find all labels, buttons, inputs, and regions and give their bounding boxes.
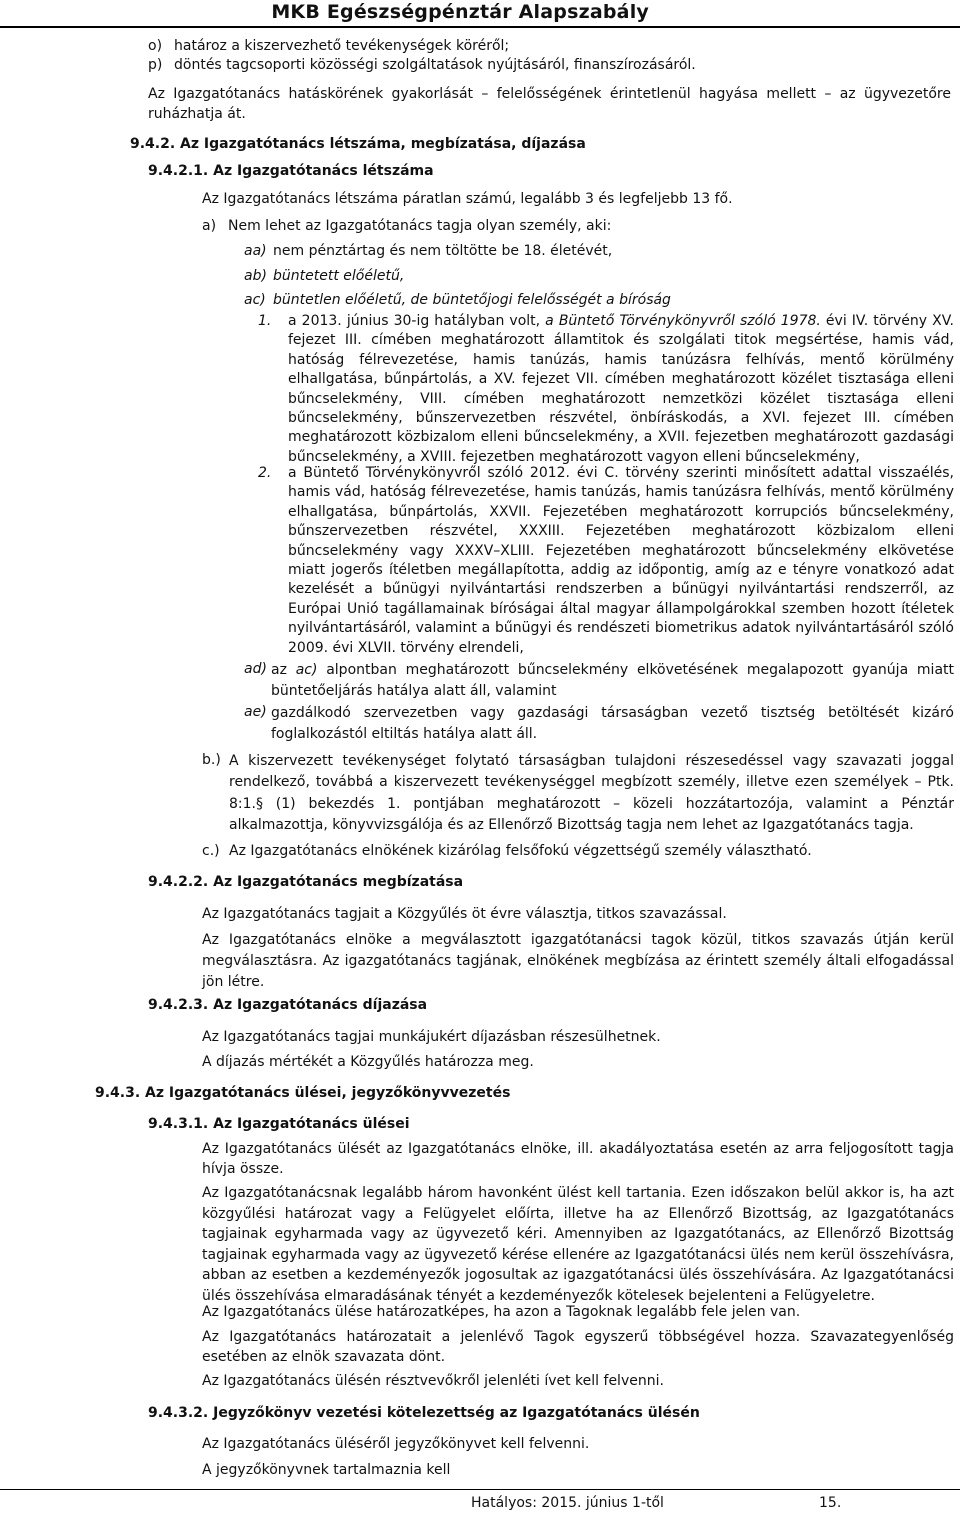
section-heading-9-4-2-3: 9.4.2.3. Az Igazgatótanács díjazása — [148, 997, 428, 1013]
list-text: büntetlen előéletű, de büntetőjogi felelősségét a bíróság — [273, 292, 671, 308]
section-heading-9-4-3-2: 9.4.3.2. Jegyzőkönyv vezetési kötelezettség az Igazgatótanács ülésén — [148, 1405, 700, 1421]
page-number: 15. — [819, 1495, 842, 1511]
text-part: évi IV. törvény XV. fejezet III. címében meghatározott államtitok és szolgálati titok megsértése, hamis vád, hatóság félrevezetése, hamis tanúzás, hamis tanúzásra felhívás, mentő körülmény elhallgatása, bűnpártolás, a XV. fejezet VII. címében meghatározott közélet tisztasága elleni bűncselekmény, VIII. címében meghatározott nemzetközi közélet tisztasága elleni bűncselekmény, bűnszervezetben részvétel, önbíráskodás, a XVI. fejezet III. címében meghatározott közbizalom elleni bűncselekmény, a XVII. fejezetben meghatározott gazdasági bűncselekmény, a XVIII. fejezetben meghatározott vagyon elleni bűncselekmény, — [288, 313, 954, 465]
list-text: határoz a kiszervezhető tevékenységek köréről; — [174, 38, 510, 54]
footer-divider — [0, 1489, 960, 1490]
paragraph: A jegyzőkönyvnek tartalmaznia kell — [202, 1462, 451, 1478]
paragraph: Az Igazgatótanács üléséről jegyzőkönyvet kell felvenni. — [202, 1436, 590, 1452]
list-label: aa) — [244, 243, 267, 259]
list-text: A kiszervezett tevékenységet folytató társaságban tulajdoni részesedéssel vagy szavazati joggal rendelkező, továbbá a kiszervezett tevékenységgel megbízott személy, illetve ezen személyek – Ptk. 8:1.§ (1) bekezdés 1. pontjában meghatározott – közeli hozzátartozója, valamint a Pénztár alkalmazottja, könyvvizsgálója és az Ellenőrző Bizottság tagja nem lehet az Igazgatótanács tagja. — [229, 753, 954, 833]
section-heading-9-4-2-1: 9.4.2.1. Az Igazgatótanács létszáma — [148, 163, 434, 179]
list-label: 2. — [258, 465, 272, 481]
paragraph: A díjazás mértékét a Közgyűlés határozza meg. — [202, 1054, 534, 1070]
list-text: Nem lehet az Igazgatótanács tagja olyan személy, aki: — [228, 218, 612, 234]
list-text — [271, 660, 954, 702]
paragraph: Az Igazgatótanács elnöke a megválasztott igazgatótanácsi tagok közül, titkos szavazás útján kerül megválasztásra. Az igazgatótanács tagjának, elnökének megbízása az érintett személy általi elfogadással jön létre. — [202, 932, 954, 990]
text-part: az — [271, 662, 296, 678]
paragraph: Az Igazgatótanács létszáma páratlan számú, legalább 3 és legfeljebb 13 fő. — [202, 191, 733, 207]
section-heading-9-4-2-2: 9.4.2.2. Az Igazgatótanács megbízatása — [148, 874, 464, 890]
list-text: nem pénztártag és nem töltötte be 18. életévét, — [273, 243, 613, 259]
list-label: a) — [202, 218, 217, 234]
list-text: a Büntető Törvénykönyvről szóló 2012. évi C. törvény szerinti minősített adattal visszaélés, hamis vád, hatóság félrevezetése, hamis tanúzás, hamis tanúzásra felhívás, mentő körülmény elhallgatása, bűnpártolás, XXVII. Fejezetében meghatározott korrupciós bűncselekmény, bűnszervezetben részvétel, XXXIII. Fejezetében meghatározott közbizalom elleni bűncselekmény vagy XXXV–XLIII. Fejezetében meghatározott bűncselekmény elkövetése miatt jogerős ítéletben megállapította, addig az időpontig, amíg az e tényre vonatkozó adat kezelését a bűnügyi nyilvántartási rendszerben a bűnügyi nyilvántartási rendszerről, az Európai Unió tagállamainak bíróságai által magyar állampolgárokkal szemben hozott ítéletek nyilvántartásáról, valamint a bűnügyi és rendészeti biometrikus adatok nyilvántartásáról szóló 2009. évi XLVII. törvény elrendeli, — [288, 465, 954, 656]
list-label: 1. — [258, 313, 272, 329]
list-label: ab) — [244, 268, 267, 284]
list-text: büntetett előéletű, — [273, 268, 405, 284]
paragraph: Az Igazgatótanács határozatait a jelenlévő Tagok egyszerű többségével hozza. Szavazategyenlőség esetében az elnök szavazata dönt. — [202, 1329, 954, 1365]
law-title: a Büntető Törvénykönyvről szóló 1978. — [545, 313, 821, 329]
list-text: döntés tagcsoporti közösségi szolgáltatások nyújtásáról, finanszírozásáról. — [174, 57, 696, 73]
list-label: b.) — [202, 752, 221, 768]
list-label: ae) — [244, 704, 267, 720]
text-part: alpontban meghatározott bűncselekmény elkövetésének megalapozott gyanúja miatt büntetőeljárás hatálya alatt áll, valamint — [271, 662, 954, 699]
intro-paragraph: Az Igazgatótanács hatáskörének gyakorlását – felelősségének érintetlenül hagyása mellett – az ügyvezetőre ruházhatja át. — [148, 86, 951, 122]
document-title: MKB Egészségpénztár Alapszabály — [271, 1, 649, 23]
list-label: o) — [148, 38, 163, 54]
text-part: a 2013. június 30-ig hatályban volt, — [288, 313, 546, 329]
paragraph: Az Igazgatótanács tagjai munkájukért díjazásban részesülhetnek. — [202, 1029, 661, 1045]
paragraph: Az Igazgatótanács tagjait a Közgyűlés öt évre választja, titkos szavazással. — [202, 906, 727, 922]
paragraph: Az Igazgatótanácsnak legalább három havonként ülést kell tartania. Ezen időszakon belül akkor is, ha azt közgyűlési határozat vagy a Felügyelet előírta, illetve ha az Ellenőrző Bizottság, az Igazgatótanács tagjainak egyharmada vagy az ügyvezető kéri. Amennyiben az Igazgatótanács, az Ellenőrző Bizottság tagjainak egyharmada vagy az ügyvezető kérése ellenére az Igazgatótanácsi ülés nem kerül összehívásra, abban az esetben a kezdeményezők jogosultak az igazgatótanácsi ülés összehívására. Az Igazgatótanácsi ülés összehívása elmaradásának tényét a kezdeményezők kötelesek bejelenteni a Felügyeletre. — [202, 1185, 954, 1304]
list-label: c.) — [202, 843, 220, 859]
list-label: p) — [148, 57, 163, 73]
text-part: ac) — [295, 662, 318, 678]
paragraph: Az Igazgatótanács ülését az Igazgatótanács elnöke, ill. akadályoztatása esetén az arra feljogosított tagja hívja össze. — [202, 1141, 954, 1177]
section-heading-9-4-2: 9.4.2. Az Igazgatótanács létszáma, megbízatása, díjazása — [130, 136, 586, 152]
section-heading-9-4-3: 9.4.3. Az Igazgatótanács ülései, jegyzőkönyvvezetés — [95, 1085, 511, 1101]
paragraph: Az Igazgatótanács ülése határozatképes, ha azon a Tagoknak legalább fele jelen van. — [202, 1304, 801, 1320]
list-text — [288, 312, 954, 467]
paragraph: Az Igazgatótanács ülésén résztvevőkről jelenléti ívet kell felvenni. — [202, 1373, 664, 1389]
section-heading-9-4-3-1: 9.4.3.1. Az Igazgatótanács ülései — [148, 1116, 410, 1132]
list-label: ac) — [244, 292, 266, 308]
list-text: Az Igazgatótanács elnökének kizárólag felsőfokú végzettségű személy választható. — [229, 843, 812, 859]
list-label: ad) — [244, 661, 267, 677]
list-text: gazdálkodó szervezetben vagy gazdasági társaságban vezető tisztség betöltését kizáró foglalkozástól eltiltás hatálya alatt áll. — [271, 705, 954, 742]
page-header — [0, 0, 960, 28]
footer-effective-date: Hatályos: 2015. június 1-től — [471, 1495, 664, 1511]
